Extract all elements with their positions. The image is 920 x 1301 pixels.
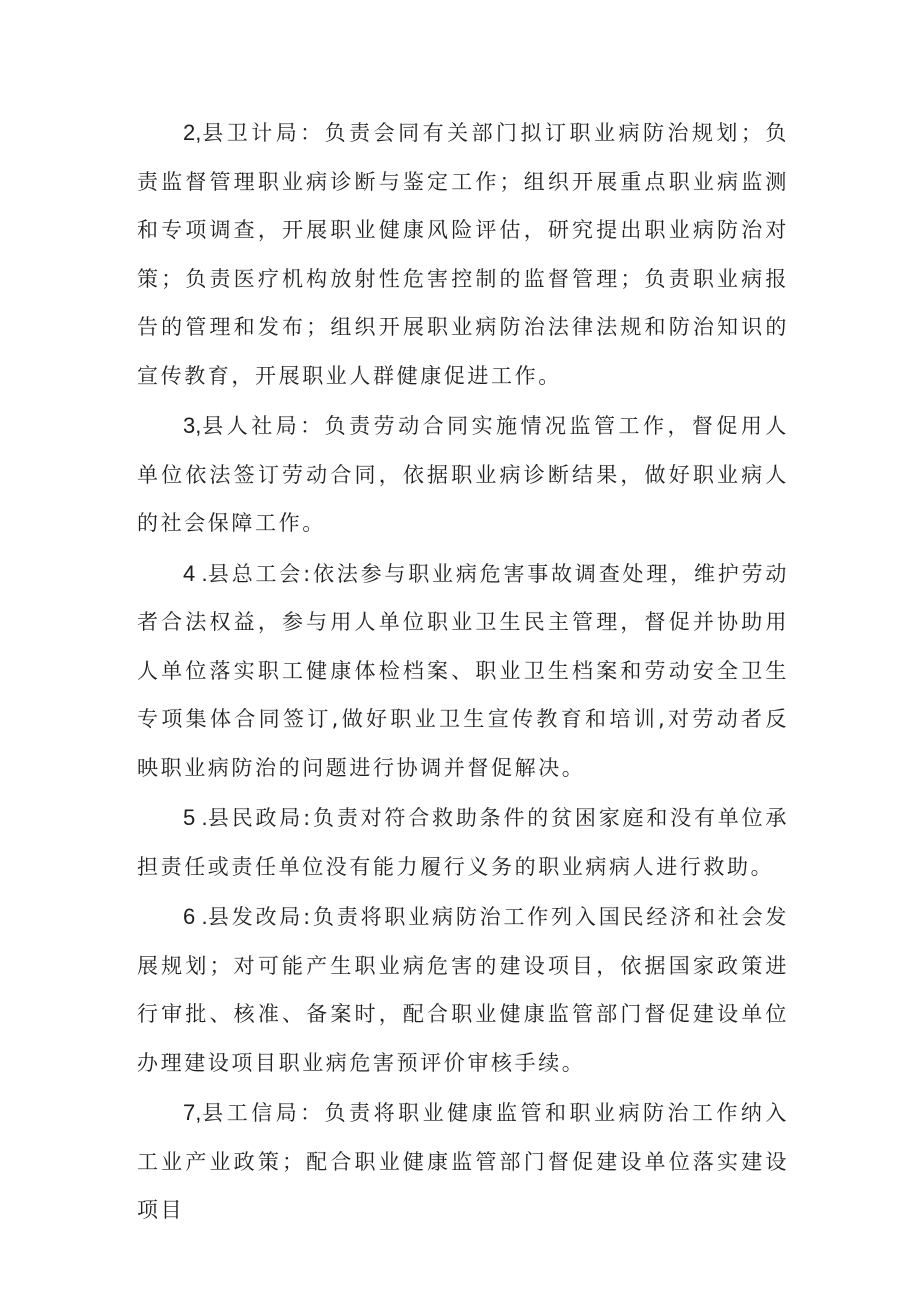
item-number: 3, bbox=[183, 413, 202, 438]
paragraph-item-3 bbox=[137, 402, 789, 548]
paragraph-item-5 bbox=[137, 794, 789, 891]
item-number: 5 . bbox=[183, 805, 208, 830]
item-number: 6 . bbox=[183, 904, 208, 929]
document-body bbox=[137, 109, 789, 1237]
item-text: 县工信局：负责将职业健康监管和职业病防治工作纳入工业产业政策；配合职业健康监管部门督促建设单位落实建设项目 bbox=[137, 1101, 789, 1222]
item-text: 县民政局:负责对符合救助条件的贫困家庭和没有单位承担责任或责任单位没有能力履行义务的职业病病人进行救助。 bbox=[137, 806, 789, 879]
paragraph-item-4 bbox=[137, 550, 789, 793]
item-number: 7, bbox=[183, 1100, 202, 1125]
paragraph-item-2 bbox=[137, 109, 789, 400]
paragraph-item-6 bbox=[137, 893, 789, 1087]
paragraph-item-7 bbox=[137, 1089, 789, 1235]
item-number: 4 . bbox=[183, 560, 208, 586]
item-text: 县发改局:负责将职业病防治工作列入国民经济和社会发展规划；对可能产生职业病危害的建设项目，依据国家政策进行审批、核准、备案时，配合职业健康监管部门督促建设单位办理建设项目职业病危害预评价审核手续。 bbox=[137, 905, 789, 1075]
item-text: 县卫计局：负责会同有关部门拟订职业病防治规划；负责监督管理职业病诊断与鉴定工作；组织开展重点职业病监测和专项调查，开展职业健康风险评估，研究提出职业病防治对策；负责医疗机构放射性危害控制的监督管理；负责职业病报告的管理和发布；组织开展职业病防治法律法规和防治知识的宣传教育，开展职业人群健康促进工作。 bbox=[137, 121, 789, 388]
item-number: 2, bbox=[183, 120, 202, 145]
item-text: 县人社局：负责劳动合同实施情况监管工作，督促用人单位依法签订劳动合同，依据职业病诊断结果，做好职业病人的社会保障工作。 bbox=[137, 414, 789, 535]
item-text: 县总工会:依法参与职业病危害事故调查处理，维护劳动者合法权益，参与用人单位职业卫生民主管理，督促并协助用人单位落实职工健康体检档案、职业卫生档案和劳动安全卫生专项集体合同签订,做好职业卫生宣传教育和培训,对劳动者反映职业病防治的问题进行协调并督促解决。 bbox=[137, 561, 789, 780]
